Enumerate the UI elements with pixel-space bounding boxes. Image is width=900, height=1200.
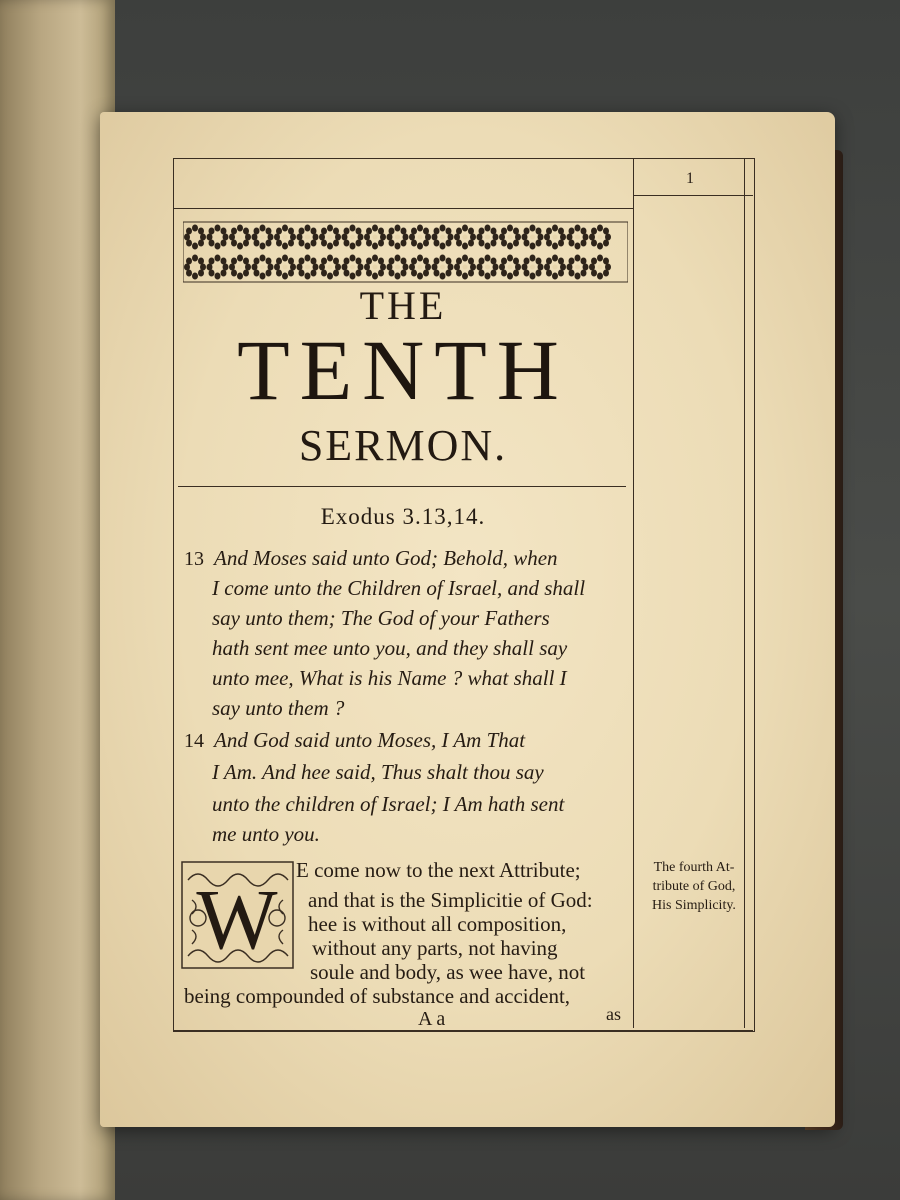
ornament-flower <box>364 255 386 280</box>
ornament-flower <box>207 225 229 250</box>
ornament-flower <box>567 225 589 250</box>
ornament-flower <box>499 225 521 250</box>
marginal-note <box>642 858 746 915</box>
body-text-line: soule and body, as wee have, not <box>310 960 586 984</box>
signature-mark: A a <box>418 1008 446 1030</box>
verse-line: say unto them; The God of your Fathers <box>212 606 550 630</box>
ornament-flower <box>544 225 566 250</box>
ornament-flower <box>364 225 386 250</box>
printers-ornament-band <box>183 220 628 284</box>
ornament-flower <box>522 255 544 280</box>
verse-line: And God said unto Moses, I Am That <box>214 728 526 752</box>
verse-line: unto the children of Israel; I Am hath sent <box>212 792 565 816</box>
body-text-line: hee is without all composition, <box>308 912 567 936</box>
header-rule <box>173 208 633 209</box>
decorated-initial-w <box>180 860 295 970</box>
ornament-flower <box>454 225 476 250</box>
ornament-flower <box>342 255 364 280</box>
title-tenth: TENTH <box>237 322 569 418</box>
verse-reference: Exodus 3.13,14. <box>320 504 486 529</box>
page-number-rule <box>633 195 753 196</box>
ornament-flower <box>387 255 409 280</box>
verse-line: me unto you. <box>212 822 320 846</box>
verse-line: hath sent mee unto you, and they shall say <box>212 636 568 660</box>
svg-text:W: W <box>196 871 278 967</box>
ornament-flower <box>544 255 566 280</box>
ornament-flower <box>252 225 274 250</box>
verse-number: 13 <box>184 548 204 570</box>
marginal-note-line: His Simplicity. <box>652 898 736 913</box>
ornament-flower <box>319 255 341 280</box>
ornament-flower <box>409 255 431 280</box>
ornament-flower <box>297 255 319 280</box>
ornament-flower <box>567 255 589 280</box>
title-the: THE <box>359 283 447 328</box>
verse-line: I come unto the Children of Israel, and shall <box>212 576 586 600</box>
ornament-flower <box>207 255 229 280</box>
facing-page-edge <box>0 0 115 1200</box>
title-rule <box>178 486 626 487</box>
ornament-flower <box>184 255 206 280</box>
body-text-line: and that is the Simplicitie of God: <box>308 888 593 912</box>
ornament-flower <box>184 225 206 250</box>
bottom-rule <box>173 1030 753 1031</box>
ornament-flower <box>297 225 319 250</box>
ornament-flower <box>409 225 431 250</box>
marginal-note-line: tribute of God, <box>652 879 736 894</box>
ornament-flower <box>589 225 611 250</box>
body-text-line: being compounded of substance and accident, <box>184 984 571 1008</box>
ornament-flower <box>252 255 274 280</box>
body-text-line: E come now to the next Attribute; <box>296 858 581 882</box>
verse-number: 14 <box>184 730 204 752</box>
verse-line: unto mee, What is his Name ? what shall I <box>212 666 567 690</box>
margin-rule <box>633 158 634 1028</box>
catchword: as <box>606 1004 621 1024</box>
ornament-flower <box>454 255 476 280</box>
ornament-flower <box>432 225 454 250</box>
ornament-flower <box>229 255 251 280</box>
verse-line: I Am. And hee said, Thus shalt thou say <box>212 760 544 784</box>
ornament-flower <box>432 255 454 280</box>
ornament-flower <box>477 225 499 250</box>
marginal-note-line: The fourth At- <box>653 860 735 875</box>
title-sermon: SERMON. <box>298 421 508 470</box>
page-number: 1 <box>686 170 694 187</box>
ornament-flower <box>229 225 251 250</box>
ornament-flower <box>274 255 296 280</box>
ornament-flower <box>319 225 341 250</box>
ornament-flower <box>342 225 364 250</box>
verse-line: say unto them ? <box>212 696 345 720</box>
ornament-flower <box>477 255 499 280</box>
verse-line: And Moses said unto God; Behold, when <box>214 546 558 570</box>
ornament-flower <box>274 225 296 250</box>
ornament-flower <box>387 225 409 250</box>
ornament-flower <box>499 255 521 280</box>
ornament-flower <box>522 225 544 250</box>
body-text-line: without any parts, not having <box>312 936 558 960</box>
ornament-flower <box>589 255 611 280</box>
